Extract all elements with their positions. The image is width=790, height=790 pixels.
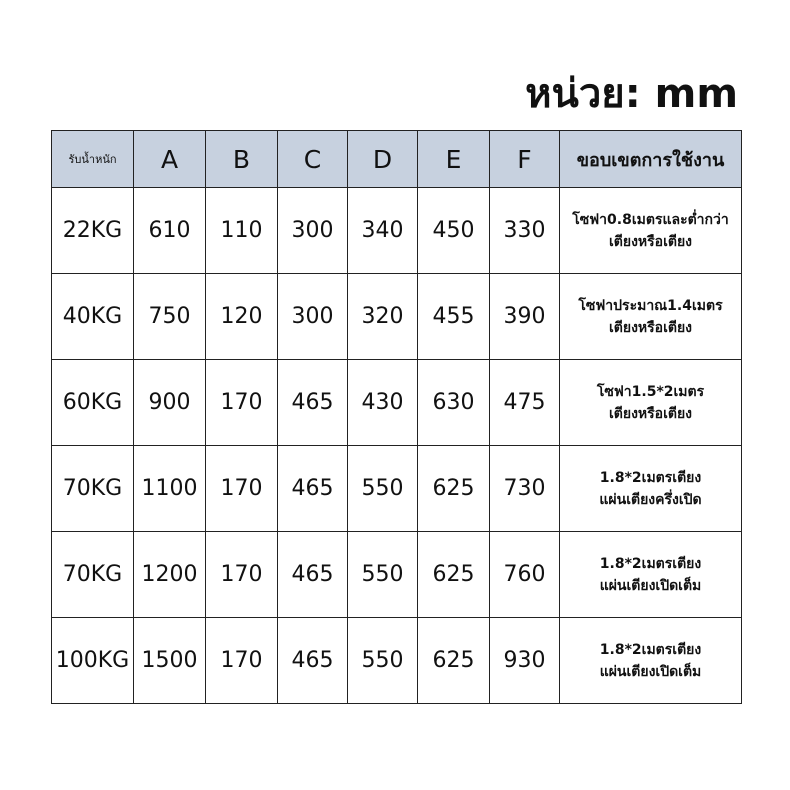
usage-line: เตียงหรือเตียง	[609, 319, 692, 336]
header-b: B	[206, 131, 278, 188]
usage-line: แผ่นเตียงครึ่งเปิด	[599, 491, 702, 508]
header-d: D	[348, 131, 418, 188]
dimension-f-cell: 330	[490, 188, 560, 274]
weight-cell: 100KG	[52, 618, 134, 704]
dimension-c-cell: 465	[278, 618, 348, 704]
dimension-c-cell: 300	[278, 188, 348, 274]
dimension-a-cell: 900	[134, 360, 206, 446]
table-row	[52, 188, 742, 274]
dimension-d-cell: 550	[348, 446, 418, 532]
usage-cell	[560, 188, 742, 274]
dimension-e-cell: 625	[418, 446, 490, 532]
dimension-a-cell: 610	[134, 188, 206, 274]
usage-line: แผ่นเตียงเปิดเต็ม	[599, 663, 702, 680]
dimension-d-cell: 430	[348, 360, 418, 446]
usage-line: โซฟา0.8เมตรและต่ำกว่า	[572, 211, 729, 228]
weight-cell: 22KG	[52, 188, 134, 274]
dimension-e-cell: 625	[418, 532, 490, 618]
usage-line: เตียงหรือเตียง	[609, 405, 692, 422]
usage-line: 1.8*2เมตรเตียง	[599, 555, 702, 572]
weight-cell: 70KG	[52, 532, 134, 618]
dimension-e-cell: 450	[418, 188, 490, 274]
dimension-f-cell: 760	[490, 532, 560, 618]
dimension-f-cell: 930	[490, 618, 560, 704]
usage-cell	[560, 446, 742, 532]
dimension-b-cell: 120	[206, 274, 278, 360]
table-row	[52, 446, 742, 532]
dimension-b-cell: 170	[206, 618, 278, 704]
dimension-b-cell: 170	[206, 532, 278, 618]
dimension-c-cell: 465	[278, 532, 348, 618]
header-a: A	[134, 131, 206, 188]
dimension-a-cell: 750	[134, 274, 206, 360]
usage-line: 1.8*2เมตรเตียง	[599, 641, 702, 658]
dimension-f-cell: 390	[490, 274, 560, 360]
usage-line: โซฟา1.5*2เมตร	[596, 383, 705, 400]
usage-cell	[560, 360, 742, 446]
dimension-c-cell: 465	[278, 360, 348, 446]
dimension-b-cell: 110	[206, 188, 278, 274]
dimension-a-cell: 1100	[134, 446, 206, 532]
weight-cell: 40KG	[52, 274, 134, 360]
dimension-c-cell: 300	[278, 274, 348, 360]
table-row	[52, 360, 742, 446]
dimension-a-cell: 1500	[134, 618, 206, 704]
spec-table	[51, 130, 742, 704]
header-e: E	[418, 131, 490, 188]
dimension-e-cell: 455	[418, 274, 490, 360]
dimension-b-cell: 170	[206, 446, 278, 532]
header-weight: รับน้ำหนัก	[52, 131, 134, 188]
dimension-f-cell: 475	[490, 360, 560, 446]
header-f: F	[490, 131, 560, 188]
dimension-c-cell: 465	[278, 446, 348, 532]
usage-cell	[560, 532, 742, 618]
usage-cell	[560, 618, 742, 704]
dimension-f-cell: 730	[490, 446, 560, 532]
usage-line: 1.8*2เมตรเตียง	[599, 469, 702, 486]
dimension-d-cell: 340	[348, 188, 418, 274]
header-usage: ขอบเขตการใช้งาน	[560, 131, 742, 188]
table-row	[52, 274, 742, 360]
usage-line: โซฟาประมาณ1.4เมตร	[578, 297, 723, 314]
dimension-b-cell: 170	[206, 360, 278, 446]
dimension-d-cell: 550	[348, 618, 418, 704]
weight-cell: 70KG	[52, 446, 134, 532]
dimension-d-cell: 550	[348, 532, 418, 618]
usage-cell	[560, 274, 742, 360]
dimension-e-cell: 625	[418, 618, 490, 704]
usage-line: แผ่นเตียงเปิดเต็ม	[599, 577, 702, 594]
dimension-a-cell: 1200	[134, 532, 206, 618]
unit-label: หน่วย: mm	[525, 71, 738, 117]
header-c: C	[278, 131, 348, 188]
weight-cell: 60KG	[52, 360, 134, 446]
usage-line: เตียงหรือเตียง	[609, 233, 692, 250]
table-row	[52, 532, 742, 618]
dimension-d-cell: 320	[348, 274, 418, 360]
table-row	[52, 618, 742, 704]
dimension-e-cell: 630	[418, 360, 490, 446]
header-row	[52, 131, 742, 188]
